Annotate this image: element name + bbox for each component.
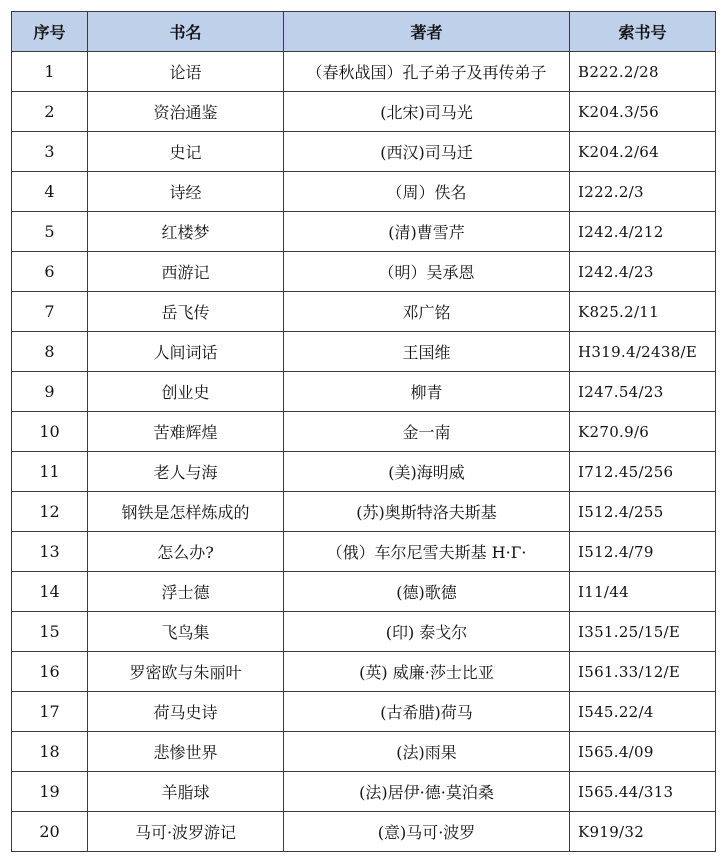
- cell-author: (意)马可·波罗: [284, 812, 570, 852]
- cell-author: (英) 威廉·莎士比亚: [284, 652, 570, 692]
- cell-call-number: I565.4/09: [570, 732, 716, 772]
- cell-title: 红楼梦: [88, 212, 284, 252]
- cell-title: 西游记: [88, 252, 284, 292]
- cell-author: （明）吴承恩: [284, 252, 570, 292]
- cell-call-number: K919/32: [570, 812, 716, 852]
- cell-author: 柳青: [284, 372, 570, 412]
- book-list-table: [11, 11, 716, 852]
- cell-author: （俄）车尔尼雪夫斯基 Н·Г·: [284, 532, 570, 572]
- cell-call-number: I222.2/3: [570, 172, 716, 212]
- cell-author: （春秋战国）孔子弟子及再传弟子: [284, 52, 570, 92]
- cell-title: 羊脂球: [88, 772, 284, 812]
- cell-title: 老人与海: [88, 452, 284, 492]
- cell-number: 2: [12, 92, 88, 132]
- table-body: [12, 52, 716, 852]
- cell-number: 18: [12, 732, 88, 772]
- cell-title: 悲惨世界: [88, 732, 284, 772]
- cell-number: 5: [12, 212, 88, 252]
- cell-author: 王国维: [284, 332, 570, 372]
- cell-call-number: I712.45/256: [570, 452, 716, 492]
- cell-number: 10: [12, 412, 88, 452]
- cell-author: (德)歌德: [284, 572, 570, 612]
- cell-title: 资治通鉴: [88, 92, 284, 132]
- table-row: [12, 612, 716, 652]
- table-row: [12, 92, 716, 132]
- cell-number: 3: [12, 132, 88, 172]
- cell-call-number: I545.22/4: [570, 692, 716, 732]
- cell-call-number: I565.44/313: [570, 772, 716, 812]
- header-row: [12, 12, 716, 52]
- cell-number: 17: [12, 692, 88, 732]
- cell-title: 论语: [88, 52, 284, 92]
- cell-author: (法)居伊·德·莫泊桑: [284, 772, 570, 812]
- cell-author: (古希腊)荷马: [284, 692, 570, 732]
- cell-author: (西汉)司马迁: [284, 132, 570, 172]
- cell-call-number: B222.2/28: [570, 52, 716, 92]
- table-row: [12, 132, 716, 172]
- cell-title: 岳飞传: [88, 292, 284, 332]
- cell-author: (清)曹雪芹: [284, 212, 570, 252]
- cell-author: (法)雨果: [284, 732, 570, 772]
- table-row: [12, 332, 716, 372]
- table-row: [12, 292, 716, 332]
- cell-number: 1: [12, 52, 88, 92]
- table-row: [12, 212, 716, 252]
- cell-call-number: I561.33/12/E: [570, 652, 716, 692]
- cell-call-number: K270.9/6: [570, 412, 716, 452]
- cell-number: 8: [12, 332, 88, 372]
- table-row: [12, 692, 716, 732]
- table-row: [12, 492, 716, 532]
- table-row: [12, 812, 716, 852]
- table-row: [12, 532, 716, 572]
- cell-author: (印) 泰戈尔: [284, 612, 570, 652]
- cell-call-number: I242.4/23: [570, 252, 716, 292]
- cell-call-number: K204.3/56: [570, 92, 716, 132]
- table-row: [12, 52, 716, 92]
- column-header-call-number: 索书号: [570, 12, 716, 52]
- cell-author: (美)海明威: [284, 452, 570, 492]
- cell-author: （周）佚名: [284, 172, 570, 212]
- cell-call-number: I242.4/212: [570, 212, 716, 252]
- table-row: [12, 772, 716, 812]
- cell-number: 11: [12, 452, 88, 492]
- table-header: [12, 12, 716, 52]
- table-row: [12, 252, 716, 292]
- cell-title: 苦难辉煌: [88, 412, 284, 452]
- cell-author: 邓广铭: [284, 292, 570, 332]
- cell-number: 19: [12, 772, 88, 812]
- cell-title: 怎么办?: [88, 532, 284, 572]
- cell-call-number: K825.2/11: [570, 292, 716, 332]
- cell-number: 12: [12, 492, 88, 532]
- cell-title: 罗密欧与朱丽叶: [88, 652, 284, 692]
- cell-title: 荷马史诗: [88, 692, 284, 732]
- cell-call-number: I11/44: [570, 572, 716, 612]
- cell-call-number: H319.4/2438/E: [570, 332, 716, 372]
- table-row: [12, 572, 716, 612]
- table-row: [12, 372, 716, 412]
- cell-number: 15: [12, 612, 88, 652]
- table-row: [12, 412, 716, 452]
- cell-title: 浮士德: [88, 572, 284, 612]
- cell-number: 9: [12, 372, 88, 412]
- column-header-title: 书名: [88, 12, 284, 52]
- cell-number: 14: [12, 572, 88, 612]
- cell-number: 16: [12, 652, 88, 692]
- cell-title: 史记: [88, 132, 284, 172]
- cell-call-number: K204.2/64: [570, 132, 716, 172]
- cell-number: 13: [12, 532, 88, 572]
- cell-author: (苏)奥斯特洛夫斯基: [284, 492, 570, 532]
- cell-title: 钢铁是怎样炼成的: [88, 492, 284, 532]
- cell-title: 人间词话: [88, 332, 284, 372]
- cell-call-number: I247.54/23: [570, 372, 716, 412]
- cell-call-number: I512.4/79: [570, 532, 716, 572]
- cell-number: 6: [12, 252, 88, 292]
- table-row: [12, 732, 716, 772]
- table-row: [12, 172, 716, 212]
- column-header-author: 著者: [284, 12, 570, 52]
- cell-call-number: I351.25/15/E: [570, 612, 716, 652]
- cell-author: (北宋)司马光: [284, 92, 570, 132]
- cell-title: 创业史: [88, 372, 284, 412]
- cell-title: 马可·波罗游记: [88, 812, 284, 852]
- cell-title: 诗经: [88, 172, 284, 212]
- cell-number: 4: [12, 172, 88, 212]
- cell-number: 20: [12, 812, 88, 852]
- table-row: [12, 452, 716, 492]
- column-header-number: 序号: [12, 12, 88, 52]
- cell-call-number: I512.4/255: [570, 492, 716, 532]
- cell-author: 金一南: [284, 412, 570, 452]
- table-row: [12, 652, 716, 692]
- cell-title: 飞鸟集: [88, 612, 284, 652]
- cell-number: 7: [12, 292, 88, 332]
